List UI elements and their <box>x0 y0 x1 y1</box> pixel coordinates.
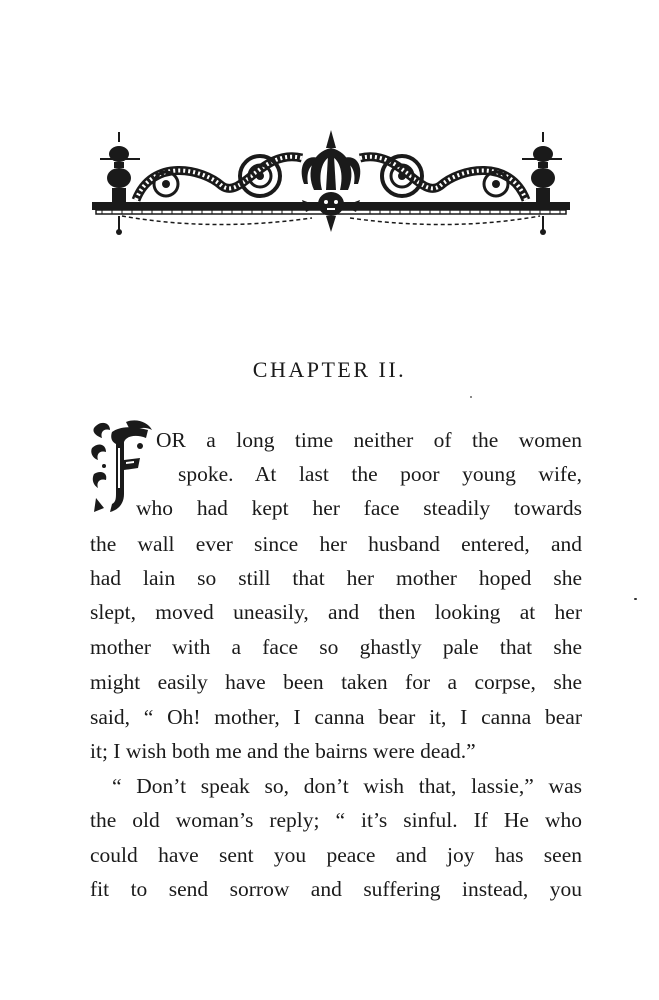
text-line-1: OR a long time neither of the women <box>156 428 582 452</box>
text-line-8: might easily have been taken for a corpse, she <box>90 670 582 694</box>
text-line-4: the wall ever since her husband entered, and <box>90 532 582 556</box>
chapter-title: CHAPTER II. <box>252 357 407 382</box>
text-line-12: the old woman’s reply; “ it’s sinful. If He who <box>90 808 582 832</box>
text-line-14: fit to send sorrow and suffering instead, you <box>90 877 582 901</box>
text-line-3: who had kept her face steadily towards <box>136 496 582 520</box>
text-line-9: said, “ Oh! mother, I canna bear it, I canna bear <box>90 705 582 729</box>
print-speck <box>470 396 472 398</box>
text-line-2: spoke. At last the poor young wife, <box>178 462 582 486</box>
text-line-10: it; I wish both me and the bairns were dead.” <box>90 739 476 763</box>
text-line-6: slept, moved uneasily, and then looking at her <box>90 600 582 624</box>
text-line-13: could have sent you peace and joy has seen <box>90 843 582 867</box>
text-line-11: “ Don’t speak so, don’t wish that, lassie,” was <box>112 774 582 798</box>
text-line-5: had lain so still that her mother hoped she <box>90 566 582 590</box>
print-speck <box>634 598 637 600</box>
text-line-7: mother with a face so ghastly pale that she <box>90 635 582 659</box>
ornamental-headpiece-icon <box>92 128 570 240</box>
